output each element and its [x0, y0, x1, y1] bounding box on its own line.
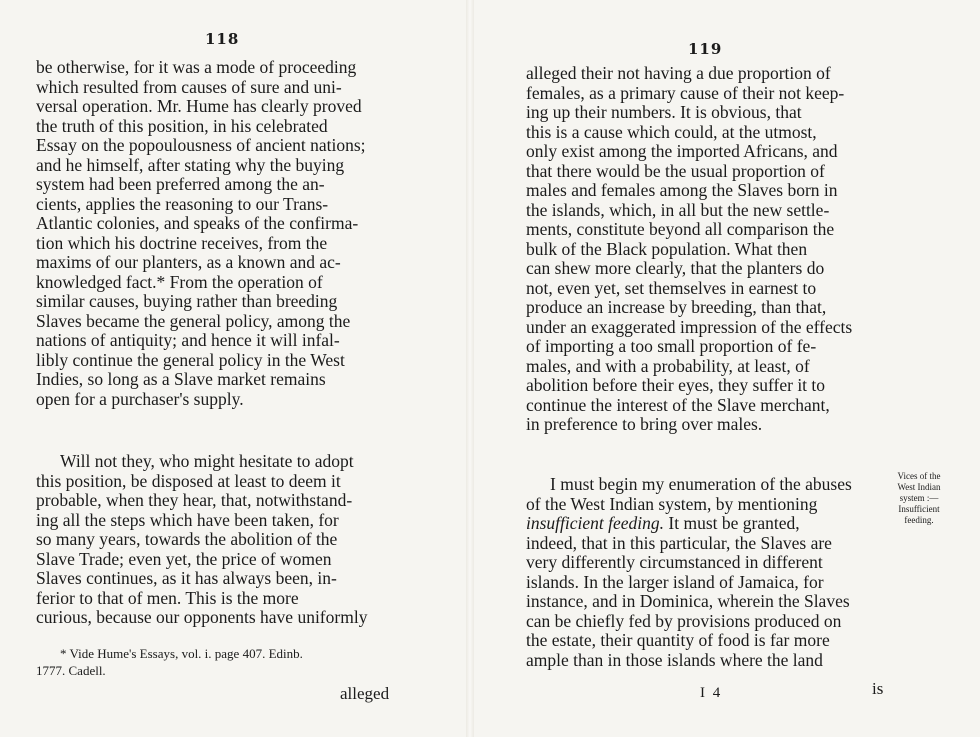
text-line: Slaves continues, as it has always been, in-	[36, 568, 337, 588]
text-line: the estate, their quantity of food is far more	[526, 630, 830, 650]
text-line: this is a cause which could, at the utmost,	[526, 121, 817, 142]
text-line: produce an increase by breeding, than that,	[526, 297, 827, 317]
footnote-line: * Vide Hume's Essays, vol. i. page 407. Edinb.	[60, 646, 303, 661]
italic-phrase: insufficient feeding.	[526, 513, 665, 533]
text-line: in preference to bring over males.	[526, 414, 763, 434]
text-line: continue the interest of the Slave merchant,	[526, 394, 830, 415]
text-line: cients, applies the reasoning to our Trans-	[36, 193, 329, 214]
left-catchword: alleged	[340, 684, 390, 703]
text-line: ing up their numbers. It is obvious, that	[526, 102, 802, 122]
text-line: Slave Trade; even yet, the price of women	[36, 548, 332, 569]
text-line: similar causes, buying rather than breeding	[36, 291, 338, 311]
text-line: ferior to that of men. This is the more	[36, 587, 299, 608]
left-page	[0, 0, 470, 737]
right-page	[470, 0, 980, 737]
text-line: alleged their not having a due proportion of	[526, 63, 831, 83]
text-line: this position, be disposed at least to deem it	[36, 470, 341, 491]
text-line: Essay on the popoulousness of ancient nations;	[36, 135, 366, 155]
text-line: Will not they, who might hesitate to adopt	[60, 451, 354, 471]
text-line: and he himself, after stating why the buying	[36, 154, 345, 175]
text-line: Slaves became the general policy, among the	[36, 310, 351, 331]
text-line: of importing a too small proportion of fe-	[526, 336, 817, 356]
text-line: males, and with a probability, at least, of	[526, 355, 810, 376]
text-line: knowledged fact.* From the operation of	[36, 271, 323, 292]
text-line: instance, and in Dominica, wherein the Slaves	[526, 591, 850, 611]
text-line: be otherwise, for it was a mode of proceeding	[36, 57, 357, 77]
sidenote-line: feeding.	[904, 515, 934, 525]
right-page-number: 119	[688, 40, 723, 58]
text-line: females, as a primary cause of their not keep-	[526, 82, 845, 103]
text-line: Atlantic colonies, and speaks of the confirma-	[36, 213, 359, 233]
text-line: the truth of this position, in his celebrated	[36, 115, 328, 136]
text-line: ing all the steps which have been taken, for	[36, 509, 339, 530]
text-line: indeed, that in this particular, the Slaves are	[526, 532, 832, 553]
text-line: Indies, so long as a Slave market remains	[36, 369, 326, 389]
text-line: open for a purchaser's supply.	[36, 388, 244, 409]
text-line: probable, when they hear, that, notwithstand-	[36, 490, 353, 510]
text-line: versal operation. Mr. Hume has clearly proved	[36, 96, 362, 116]
margin-sidenote	[887, 471, 951, 526]
footnote-line: 1777. Cadell.	[36, 663, 106, 678]
footnote	[36, 645, 398, 679]
text-line: the islands, which, in all but the new settle-	[526, 199, 830, 220]
text-line: under an exaggerated impression of the effects	[526, 316, 853, 337]
right-catchword: is	[872, 679, 884, 698]
left-paragraph-2	[36, 452, 398, 628]
text-line: curious, because our opponents have uniformly	[36, 607, 368, 627]
text-line: system had been preferred among the an-	[36, 174, 325, 194]
text-line: not, even yet, set themselves in earnest to	[526, 277, 817, 298]
text-line: nations of antiquity; and hence it will infal-	[36, 330, 340, 350]
text-line: that there would be the usual proportion of	[526, 160, 825, 181]
text-line: bulk of the Black population. What then	[526, 238, 808, 259]
sidenote-line: system :—	[899, 493, 939, 503]
right-paragraph-2	[526, 475, 886, 670]
text-line: tion which his doctrine receives, from the	[36, 232, 328, 253]
signature-mark: I 4	[700, 685, 723, 701]
text-line: I must begin my enumeration of the abuses	[550, 474, 852, 494]
sidenote-line: West Indian	[897, 482, 941, 492]
left-paragraph-1	[36, 58, 398, 409]
text-line: which resulted from causes of sure and uni-	[36, 76, 342, 97]
text-line: can be chiefly fed by provisions produced on	[526, 610, 842, 631]
text-line: ments, constitute beyond all comparison the	[526, 219, 835, 239]
sidenote-line: Insufficient	[898, 504, 940, 514]
text-line: only exist among the imported Africans, and	[526, 141, 838, 161]
text-line: ample than in those islands where the land	[526, 649, 823, 670]
text-line: males and females among the Slaves born in	[526, 180, 838, 200]
text-line: can shew more clearly, that the planters do	[526, 258, 825, 278]
text-line: islands. In the larger island of Jamaica, for	[526, 571, 824, 592]
text-span: It must be granted,	[664, 513, 800, 533]
text-line: libly continue the general policy in the West	[36, 349, 345, 370]
right-paragraph-1	[526, 64, 886, 435]
sidenote-line: Vices of the	[897, 471, 941, 481]
text-line	[526, 514, 886, 534]
text-line: abolition before their eyes, they suffer it to	[526, 375, 826, 395]
text-line: of the West Indian system, by mentioning	[526, 493, 818, 514]
left-page-number: 118	[205, 30, 240, 48]
text-line: maxims of our planters, as a known and ac-	[36, 252, 341, 272]
text-line: so many years, towards the abolition of the	[36, 529, 338, 549]
text-line: very differently circumstanced in different	[526, 552, 823, 572]
